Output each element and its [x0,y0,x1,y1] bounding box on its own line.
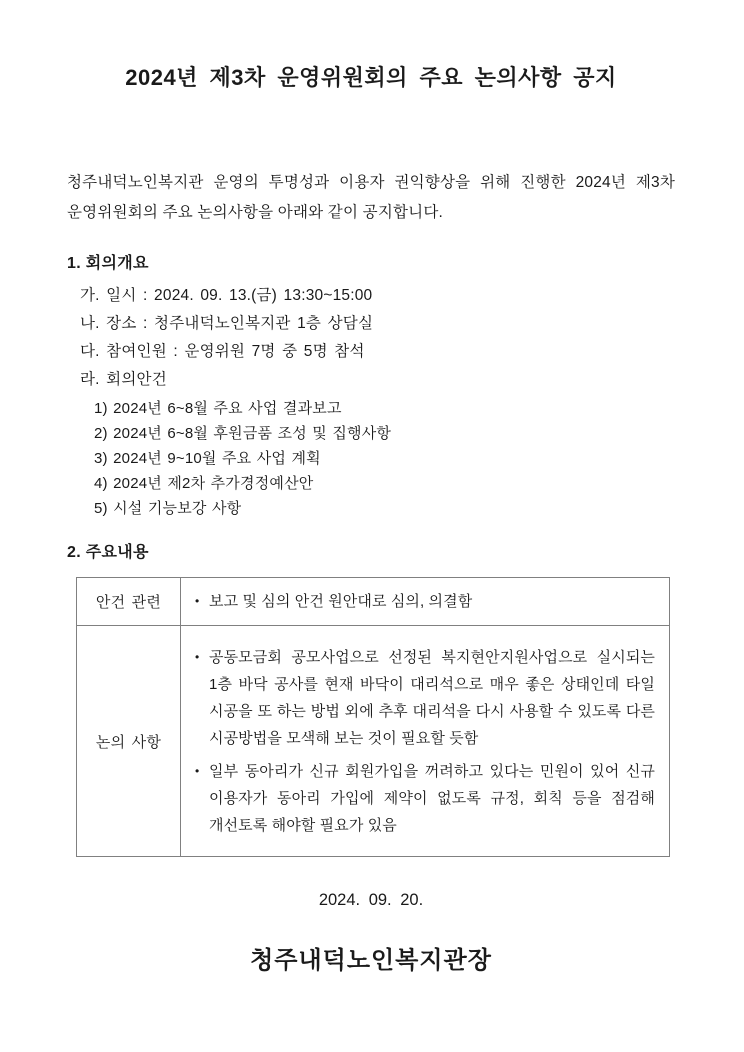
intro-paragraph: 청주내덕노인복지관 운영의 투명성과 이용자 권익향상을 위해 진행한 2024년 제3차 운영위원회의 주요 논의사항을 아래와 같이 공지합니다. [67,174,675,221]
row-content-agenda [181,578,670,626]
agenda-item: 2) 2024년 6~8월 후원금품 조성 및 집행사항 [94,425,392,442]
meeting-info-list [67,282,675,394]
meeting-info-item-attendees: 다. 참여인원 : 운영위원 7명 중 5명 참석 [80,343,365,360]
bullet-list [193,588,655,615]
bullet-list [193,644,655,839]
bullet-item [193,644,655,752]
agenda-item: 5) 시설 기능보강 사항 [94,500,242,517]
section2-heading: 2. 주요내용 [67,544,149,561]
bullet-item [193,758,655,839]
agenda-item: 3) 2024년 9~10월 주요 사업 계획 [94,450,321,467]
table-row [77,626,670,857]
main-content-table [76,577,670,857]
row-label-agenda: 안건 관련 [77,578,181,626]
meeting-info-item-agenda-label: 라. 회의안건 [80,371,167,388]
section1-heading: 1. 회의개요 [67,255,149,272]
bullet-icon: • [195,649,200,664]
meeting-info-item-place: 나. 장소 : 청주내덕노인복지관 1층 상담실 [80,315,374,332]
bullet-text: 보고 및 심의 안건 원안대로 심의, 의결함 [209,593,473,610]
agenda-item: 4) 2024년 제2차 추가경정예산안 [94,475,314,492]
agenda-list [67,396,675,521]
page-title: 2024년 제3차 운영위원회의 주요 논의사항 공지 [125,65,617,90]
issue-date: 2024. 09. 20. [318,891,424,909]
row-content-discussion [181,626,670,857]
agenda-item: 1) 2024년 6~8월 주요 사업 결과보고 [94,400,342,417]
table-row [77,578,670,626]
bullet-text: 공동모금회 공모사업으로 선정된 복지현안지원사업으로 실시되는 1층 바닥 공사를 현재 바닥이 대리석으로 매우 좋은 상태인데 타일 시공을 또 하는 방법 외에 추후 대리석을 다시 사용할 수 있도록 다른 시공방법을 모색해 보는 것이 필요할 듯함 [209,648,655,747]
bullet-icon: • [195,763,200,778]
bullet-icon: • [195,594,200,608]
bullet-text: 일부 동아리가 신규 회원가입을 꺼려하고 있다는 민원이 있어 신규 이용자가 동아리 가입에 제약이 없도록 규정, 회칙 등을 점검해 개선토록 해야할 필요가 있음 [209,762,655,834]
row-label-discussion: 논의 사항 [77,626,181,857]
signature-title: 청주내덕노인복지관장 [250,947,492,974]
bullet-item [193,588,655,615]
meeting-info-item-datetime: 가. 일시 : 2024. 09. 13.(금) 13:30~15:00 [80,287,373,304]
